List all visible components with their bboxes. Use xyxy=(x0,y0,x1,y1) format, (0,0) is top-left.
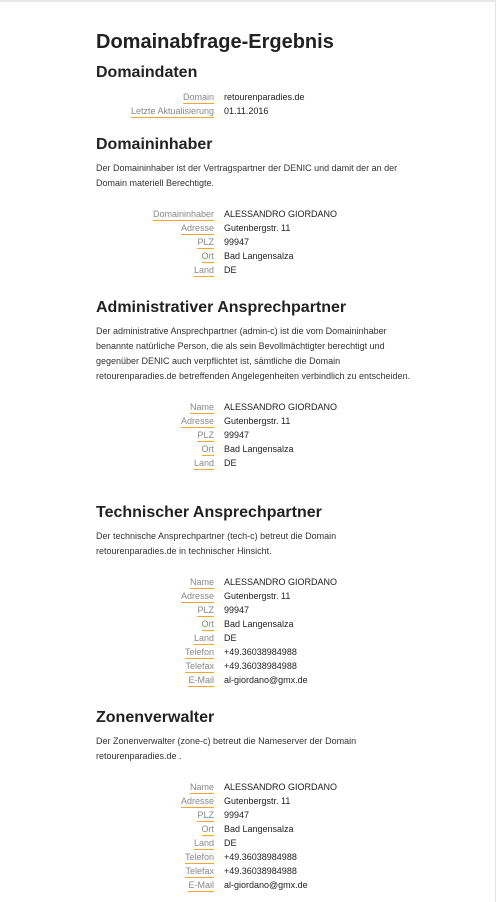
field-value: +49.36038984988 xyxy=(224,647,297,657)
field-value: al-giordano@gmx.de xyxy=(224,880,308,890)
table-row xyxy=(96,249,337,263)
table-row xyxy=(96,235,337,249)
field-value: DE xyxy=(224,265,237,275)
field-label: Telefax xyxy=(185,661,214,671)
field-value: DE xyxy=(224,838,237,848)
table-row xyxy=(96,263,337,277)
section-domaindaten xyxy=(96,63,416,118)
field-label: PLZ xyxy=(197,810,214,820)
section-heading: Administrativer Ansprechpartner xyxy=(96,299,347,316)
table-row xyxy=(96,878,337,892)
section-heading: Domaininhaber xyxy=(96,136,213,153)
field-value: Bad Langensalza xyxy=(224,619,294,629)
zone-contact-table xyxy=(96,780,337,892)
field-label: Ort xyxy=(201,824,214,834)
field-value: 99947 xyxy=(224,810,250,820)
table-row xyxy=(96,456,337,470)
table-row xyxy=(96,207,337,221)
table-row xyxy=(96,442,337,456)
field-value: 99947 xyxy=(224,605,250,615)
table-row xyxy=(96,589,337,603)
field-label: Ort xyxy=(201,251,214,261)
field-label: PLZ xyxy=(197,430,214,440)
table-row xyxy=(96,575,337,589)
section-admin-contact xyxy=(96,298,416,470)
field-value: Gutenbergstr. 11 xyxy=(224,591,291,601)
table-row xyxy=(96,864,337,878)
admin-contact-table xyxy=(96,400,337,470)
table-row xyxy=(96,808,337,822)
field-value: +49.36038984988 xyxy=(224,866,297,876)
tech-contact-table xyxy=(96,575,337,687)
table-row xyxy=(96,428,337,442)
field-value: DE xyxy=(224,633,237,643)
section-description: Der technische Ansprechpartner (tech-c) betreut die Domain retourenparadies.de in technischer Hinsicht. xyxy=(96,531,337,556)
domaindaten-table xyxy=(96,90,305,118)
field-label: Land xyxy=(193,633,214,643)
table-row xyxy=(96,617,337,631)
field-label: Adresse xyxy=(180,591,214,601)
field-label: PLZ xyxy=(197,605,214,615)
field-label: E-Mail xyxy=(188,675,214,685)
section-tech-contact xyxy=(96,503,416,687)
section-heading: Domaindaten xyxy=(96,64,198,81)
table-row xyxy=(96,645,337,659)
field-label: Letzte Aktualisierung xyxy=(130,106,214,116)
table-row xyxy=(96,631,337,645)
field-label: Land xyxy=(193,265,214,275)
field-value: ALESSANDRO GIORDANO xyxy=(224,577,338,587)
field-value: ALESSANDRO GIORDANO xyxy=(224,782,338,792)
field-value: Bad Langensalza xyxy=(224,824,294,834)
field-value: al-giordano@gmx.de xyxy=(224,675,308,685)
table-row xyxy=(96,659,337,673)
field-label: Name xyxy=(189,577,214,587)
field-label: Adresse xyxy=(180,416,214,426)
field-label: E-Mail xyxy=(188,880,214,890)
table-row xyxy=(96,822,337,836)
field-value: Gutenbergstr. 11 xyxy=(224,416,291,426)
section-domaininhaber xyxy=(96,135,416,277)
field-value: ALESSANDRO GIORDANO xyxy=(224,209,338,219)
field-value: DE xyxy=(224,458,237,468)
field-label: Telefon xyxy=(184,647,214,657)
table-row xyxy=(96,104,305,118)
table-row xyxy=(96,221,337,235)
field-label: Domain xyxy=(182,92,214,102)
section-zone-contact xyxy=(96,708,416,892)
field-value: +49.36038984988 xyxy=(224,852,297,862)
table-row xyxy=(96,794,337,808)
field-label: Adresse xyxy=(180,796,214,806)
section-description: Der Zonenverwalter (zone-c) betreut die Nameserver der Domain retourenparadies.de . xyxy=(96,736,357,761)
table-row xyxy=(96,850,337,864)
table-row xyxy=(96,414,337,428)
field-label: Telefax xyxy=(185,866,214,876)
field-value: Bad Langensalza xyxy=(224,251,294,261)
field-label: Name xyxy=(189,782,214,792)
main-content xyxy=(96,30,416,890)
field-value: Bad Langensalza xyxy=(224,444,294,454)
section-heading: Technischer Ansprechpartner xyxy=(96,504,322,521)
table-row xyxy=(96,400,337,414)
field-label: Land xyxy=(193,838,214,848)
table-row xyxy=(96,673,337,687)
table-row xyxy=(96,603,337,617)
field-value: 99947 xyxy=(224,237,250,247)
field-value: 01.11.2016 xyxy=(224,106,269,116)
field-label: Ort xyxy=(201,619,214,629)
field-label: Adresse xyxy=(180,223,214,233)
field-value: ALESSANDRO GIORDANO xyxy=(224,402,338,412)
page-title: Domainabfrage-Ergebnis xyxy=(96,31,334,53)
domaininhaber-table xyxy=(96,207,337,277)
field-value: 99947 xyxy=(224,430,250,440)
field-label: PLZ xyxy=(197,237,214,247)
section-description: Der administrative Ansprechpartner (admin-c) ist die vom Domaininhaber benannte natürliche Person, die als sein Bevollmächtigter berechtigt und gegenüber DENIC auch verpflichtet ist, sämtliche die Domain retourenparadies.de betreffenden Angelegenheiten verbindlich zu entscheiden. xyxy=(96,326,411,381)
table-row xyxy=(96,90,305,104)
field-value: retourenparadies.de xyxy=(224,92,305,102)
field-label: Name xyxy=(189,402,214,412)
section-description: Der Domaininhaber ist der Vertragspartner der DENIC und damit der an der Domain materiell Berechtigte. xyxy=(96,163,398,188)
field-label: Ort xyxy=(201,444,214,454)
table-row xyxy=(96,836,337,850)
field-value: Gutenbergstr. 11 xyxy=(224,796,291,806)
field-label: Telefon xyxy=(184,852,214,862)
field-value: Gutenbergstr. 11 xyxy=(224,223,291,233)
field-label: Domaininhaber xyxy=(152,209,214,219)
field-label: Land xyxy=(193,458,214,468)
field-value: +49.36038984988 xyxy=(224,661,297,671)
top-border xyxy=(0,0,496,2)
table-row xyxy=(96,780,337,794)
section-heading: Zonenverwalter xyxy=(96,709,215,726)
